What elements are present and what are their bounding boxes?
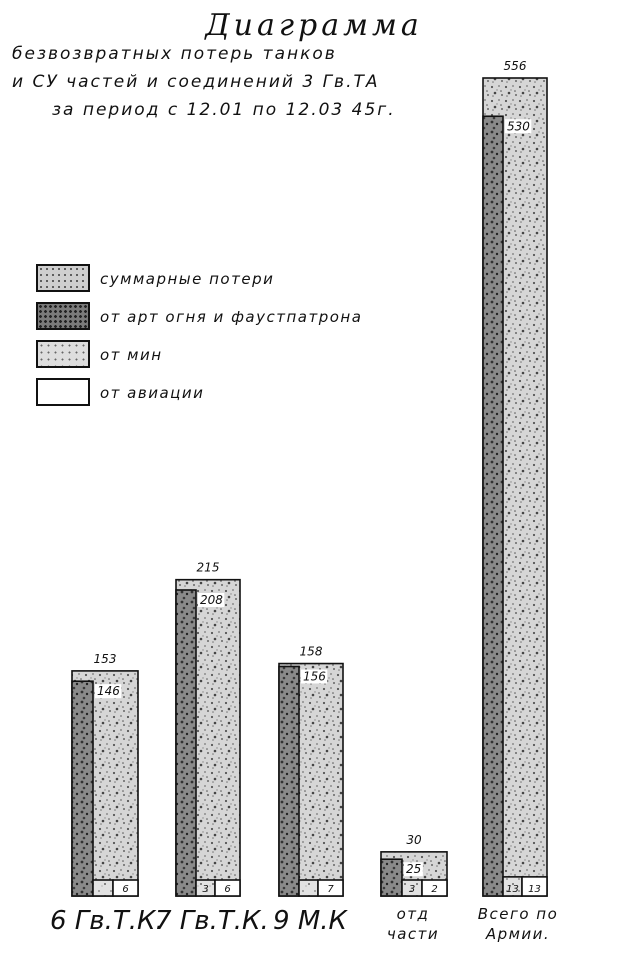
category-label-otd-chasti <box>358 904 468 944</box>
category-label-9mk: 9 М.К <box>273 906 347 936</box>
legend-swatch-artillery <box>36 302 90 330</box>
data-label-mines-vsego-po-armii: 13 <box>506 884 519 895</box>
data-label-artillery-7gvtk: 208 <box>200 592 223 607</box>
data-label-artillery-vsego-po-armii: 530 <box>507 119 530 134</box>
chart-subtitle-line-2: и СУ частей и соединений 3 Гв.ТА <box>12 72 380 92</box>
data-label-artillery-6gvtk: 146 <box>97 684 120 699</box>
category-label-line1-otd-chasti: отд <box>396 905 430 923</box>
data-label-aviation-7gvtk: 6 <box>224 884 231 895</box>
bar-artillery-6gvtk <box>72 681 93 896</box>
bar-mines-6gvtk <box>93 880 113 896</box>
data-label-total-vsego-po-armii: 556 <box>503 59 527 73</box>
legend-swatch-total <box>36 264 90 292</box>
bar-artillery-otd-chasti <box>381 859 402 896</box>
data-label-total-6gvtk: 153 <box>93 651 117 666</box>
legend-label-artillery: от арт огня и фаустпатрона <box>100 308 363 326</box>
data-label-total-9mk: 158 <box>299 644 323 659</box>
data-label-mines-7gvtk: 3 <box>202 884 209 895</box>
chart-subtitle-line-1: безвозвратных потерь танков <box>12 44 337 64</box>
data-label-aviation-9mk: 7 <box>327 884 334 895</box>
data-label-total-7gvtk: 215 <box>196 560 220 575</box>
chart-subtitle-line-3: за период с 12.01 по 12.03 45г. <box>52 100 396 120</box>
bar-artillery-9mk <box>279 666 299 896</box>
legend-swatch-aviation <box>36 378 90 406</box>
data-label-aviation-6gvtk: 6 <box>122 884 129 895</box>
data-label-total-otd-chasti: 30 <box>406 832 422 847</box>
category-label-line1-vsego-po-armii: Всего по <box>477 905 559 923</box>
category-label-6gvtk: 6 Гв.Т.К. <box>50 906 164 936</box>
legend-label-total: суммарные потери <box>100 270 275 288</box>
bar-artillery-vsego-po-armii <box>483 116 503 896</box>
bar-artillery-7gvtk <box>176 590 196 896</box>
data-label-artillery-9mk: 156 <box>303 669 326 684</box>
legend-label-aviation: от авиации <box>100 384 205 402</box>
category-label-7gvtk: 7 Гв.Т.К. <box>155 906 269 936</box>
category-label-line2-vsego-po-armii: Армии. <box>485 925 551 943</box>
data-label-mines-otd-chasti: 3 <box>408 884 416 895</box>
bar-mines-9mk <box>299 880 318 896</box>
legend-label-mines: от мин <box>100 346 163 364</box>
category-label-line2-otd-chasti: части <box>386 925 440 943</box>
category-label-vsego-po-armii <box>463 904 573 944</box>
legend-swatch-mines <box>36 340 90 368</box>
data-label-aviation-vsego-po-armii: 13 <box>528 884 541 895</box>
chart-title: Диаграмма <box>205 8 423 43</box>
data-label-aviation-otd-chasti: 2 <box>431 884 438 895</box>
data-label-artillery-otd-chasti: 25 <box>406 862 422 877</box>
